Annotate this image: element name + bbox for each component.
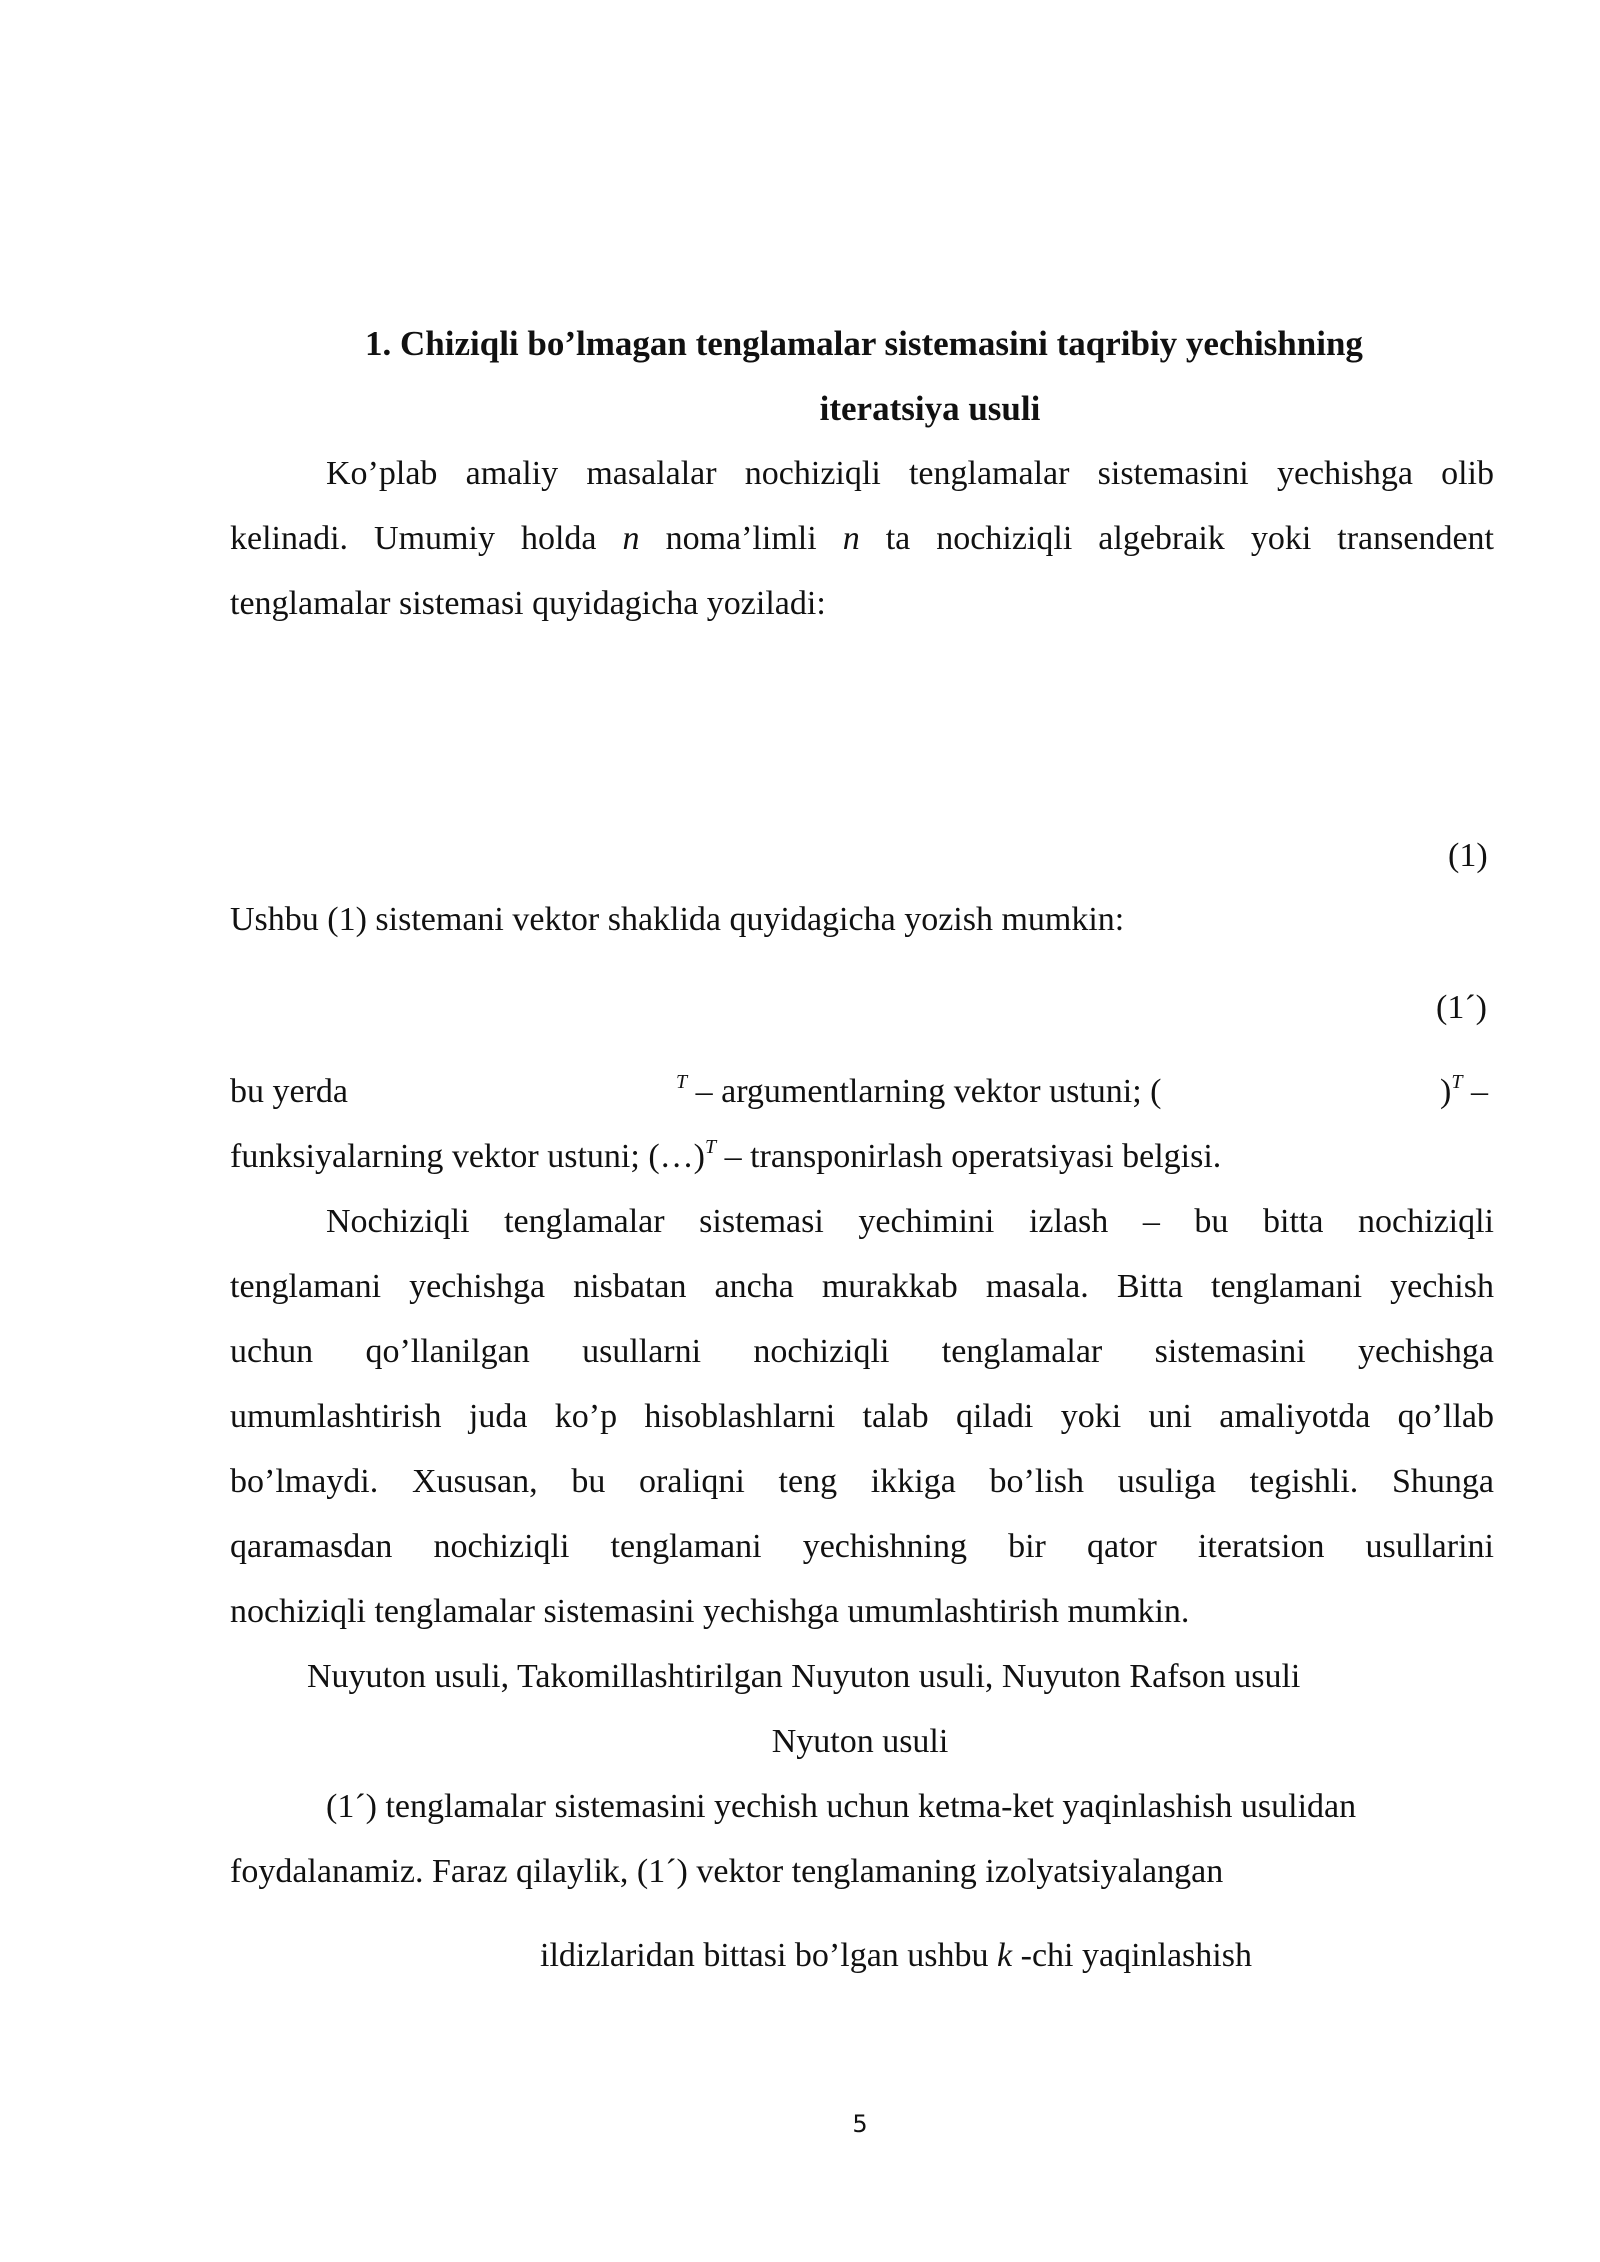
paragraph-2-line-5: bo’lmaydi. Xususan, bu oraliqni teng ikkiga bo’lish usuliga tegishli. Shunga <box>230 1463 1494 1500</box>
paragraph-1-line-2 <box>230 519 1494 559</box>
paragraph-1-line-1: Ko’plab amaliy masalalar nochiziqli tenglamalar sistemasini yechishga olib <box>326 455 1494 492</box>
dash-text: – <box>1462 1073 1488 1110</box>
para1-text-a: kelinadi. Umumiy holda <box>230 520 623 557</box>
variable-n: n <box>842 520 860 557</box>
paragraph-2-line-3: uchun qo’llanilgan usullarni nochiziqli tenglamalar sistemasini yechishga <box>230 1333 1494 1370</box>
para3-text-a: ildizlaridan bittasi bo’lgan ushbu <box>540 1937 998 1974</box>
function-vector-close <box>1440 1072 1488 1116</box>
paragraph-3-line-1: (1´) tenglamalar sistemasini yechish uchun ketma-ket yaqinlashish usulidan <box>326 1788 1357 1825</box>
paragraph-2-line-4: umumlashtirish juda ko’p hisoblashlarni talab qiladi yoki uni amaliyotda qo’llab <box>230 1398 1494 1435</box>
where-text-start: bu yerda <box>230 1073 349 1110</box>
paragraph-1-line-3: tenglamalar sistemasi quyidagicha yoziladi: <box>230 585 826 622</box>
equation-1-prime-label: (1´) <box>1436 989 1487 1026</box>
argument-text: – argumentlarning vektor ustuni; ( <box>687 1073 1162 1110</box>
variable-n: n <box>622 520 640 557</box>
page-number: 5 <box>852 2110 868 2138</box>
newton-method-heading: Nyuton usuli <box>771 1723 949 1760</box>
transpose-superscript: T <box>676 1071 688 1093</box>
paragraph-2-line-1: Nochiziqli tenglamalar sistemasi yechimini izlash – bu bitta nochiziqli <box>326 1203 1494 1240</box>
transpose-superscript: T <box>704 1136 717 1158</box>
where-line-2 <box>230 1137 1221 1181</box>
paragraph-3-line-3 <box>540 1936 1252 1976</box>
section-heading-line-1: 1. Chiziqli bo’lmagan tenglamalar sistemasini taqribiy yechishning <box>365 324 1363 363</box>
transpose-text: – transponirlash operatsiyasi belgisi. <box>716 1138 1222 1175</box>
para1-text-c: ta nochiziqli algebraik yoki transendent <box>859 520 1495 557</box>
equation-1-label: (1) <box>1448 837 1488 874</box>
para3-text-b: -chi yaqinlashish <box>1012 1937 1252 1974</box>
paragraph-2-line-2: tenglamani yechishga nisbatan ancha murakkab masala. Bitta tenglamani yechish <box>230 1268 1494 1305</box>
argument-vector-description <box>676 1072 1161 1116</box>
methods-list-line: Nuyuton usuli, Takomillashtirilgan Nuyuton usuli, Nuyuton Rafson usuli <box>307 1658 1301 1695</box>
paragraph-2-line-7: nochiziqli tenglamalar sistemasini yechishga umumlashtirish mumkin. <box>230 1593 1190 1630</box>
paragraph-2-line-6: qaramasdan nochiziqli tenglamani yechishning bir qator iteratsion usullarini <box>230 1528 1494 1565</box>
functions-text: funksiyalarning vektor ustuni; (…) <box>230 1138 705 1175</box>
variable-k: k <box>997 1937 1013 1974</box>
paragraph-3-line-2: foydalanamiz. Faraz qilaylik, (1´) vektor tenglamaning izolyatsiyalangan <box>230 1853 1224 1890</box>
transpose-superscript: T <box>1451 1071 1463 1093</box>
para1-text-b: noma’limli <box>639 520 843 557</box>
section-heading-line-2: iteratsiya usuli <box>819 389 1041 428</box>
vector-form-intro: Ushbu (1) sistemani vektor shaklida quyidagicha yozish mumkin: <box>230 901 1125 938</box>
close-paren: ) <box>1440 1073 1452 1110</box>
